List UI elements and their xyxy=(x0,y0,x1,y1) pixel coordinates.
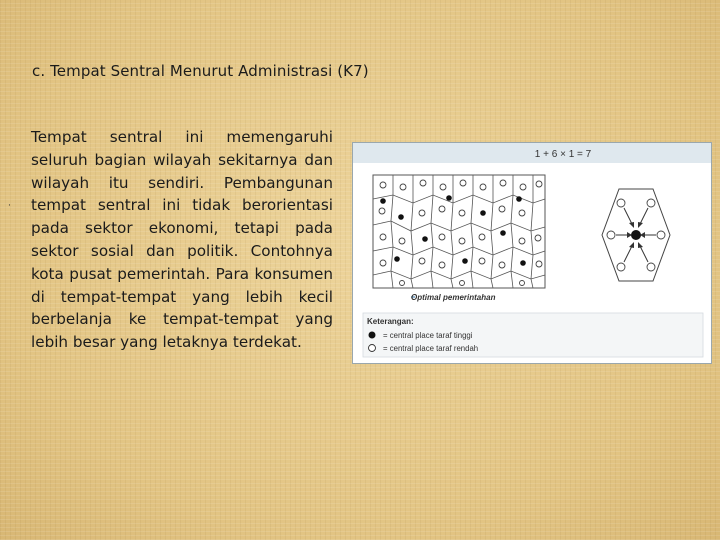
hexagon-central-place xyxy=(631,230,641,240)
slide-title: c. Tempat Sentral Menurut Administrasi (K7) xyxy=(32,62,369,80)
figure-graphic xyxy=(353,143,711,363)
legend-item-low: = central place taraf rendah xyxy=(383,344,479,353)
figure-header-band xyxy=(353,143,711,163)
network-frame xyxy=(373,175,545,288)
network-diagram xyxy=(373,175,545,288)
hexagon-diagram xyxy=(602,189,670,281)
central-place-figure xyxy=(352,142,712,364)
legend-filled-dot xyxy=(369,332,376,339)
legend-hollow-dot xyxy=(369,345,376,352)
figure-legend xyxy=(363,313,703,357)
legend-title: Keterangan: xyxy=(367,317,414,326)
body-paragraph: Tempat sentral ini memengaruhi seluruh bagian wilayah sekitarnya dan wilayah itu sendiri. Pembangunan tempat sentral ini tidak berorientasi pada sektor ekonomi, tetapi pada sektor sosial dan politik. Contohnya kota pusat pemerintah. Para konsumen di tempat-tempat yang lebih kecil berbelanja ke tempat-tempat yang lebih besar yang letaknya terdekat. xyxy=(31,128,333,352)
figure-caption: Optimal pemerintahan xyxy=(411,293,496,302)
legend-item-high: = central place taraf tinggi xyxy=(383,331,473,340)
figure-formula: 1 + 6 × 1 = 7 xyxy=(534,149,592,160)
bullet-marker: · xyxy=(8,201,11,211)
